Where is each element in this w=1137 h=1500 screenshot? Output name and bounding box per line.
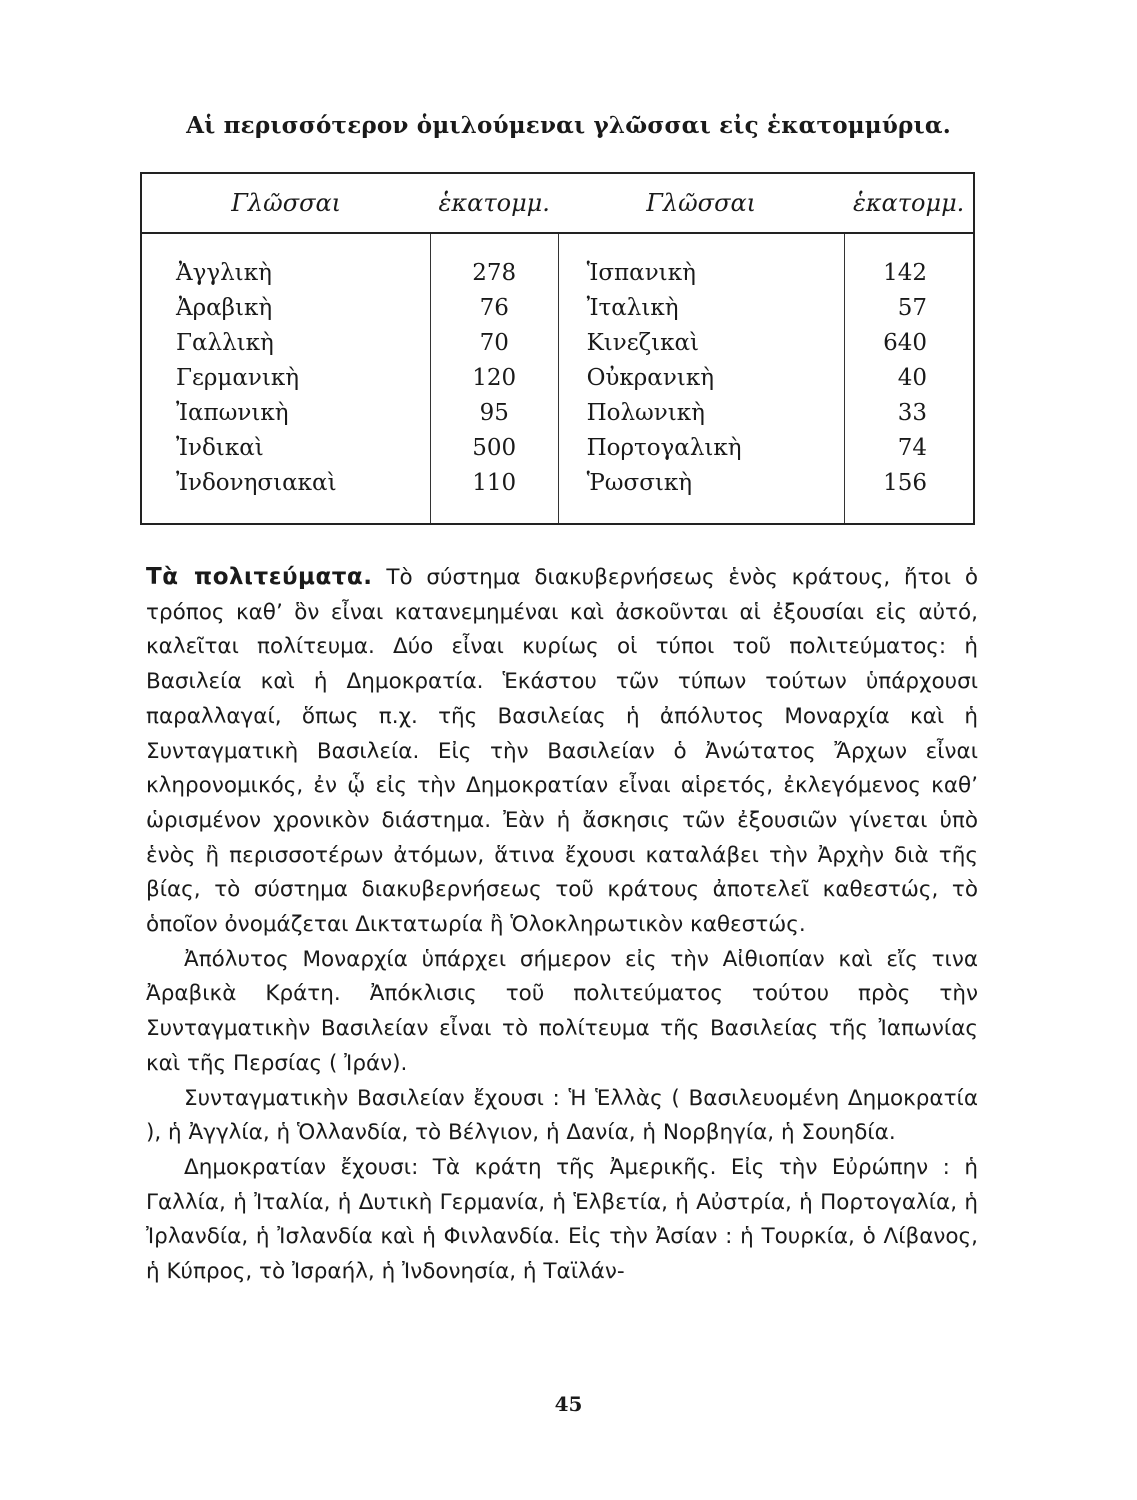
language-name: Ἰαπωνικὴ bbox=[176, 400, 289, 426]
table-row bbox=[141, 326, 974, 361]
millions-value: 57 bbox=[844, 291, 974, 326]
language-name: Οὐκρανικὴ bbox=[558, 361, 844, 396]
language-name: Ῥωσσικὴ bbox=[558, 466, 844, 524]
paragraph: Συνταγματικὴν Βασιλείαν ἔχουσι : Ἡ Ἑλλὰς ( Βασιλευομένη Δημοκρατία ), ἡ Ἀγγλία, ἡ Ὁλλανδία, τὸ Βέλγιον, ἡ Δανία, ἡ Νορβηγία, ἡ Σουηδία. bbox=[146, 1085, 978, 1146]
header-languages-right: Γλῶσσαι bbox=[558, 173, 844, 233]
language-name: Ἰνδικαὶ bbox=[176, 435, 264, 461]
table-header-row bbox=[141, 173, 974, 233]
header-millions-left: ἑκατομμ. bbox=[430, 173, 558, 233]
language-name: Κινεζικαὶ bbox=[558, 326, 844, 361]
table-row bbox=[141, 233, 974, 291]
language-name: Ἀραβικὴ bbox=[176, 295, 273, 321]
language-name: Γαλλικὴ bbox=[176, 330, 274, 356]
table-row bbox=[141, 396, 974, 431]
paragraph bbox=[146, 560, 978, 943]
page-number: 45 bbox=[554, 1392, 583, 1416]
millions-value: 40 bbox=[844, 361, 974, 396]
table-row bbox=[141, 431, 974, 466]
millions-value: 120 bbox=[430, 361, 558, 396]
table-row bbox=[141, 361, 974, 396]
section-heading: Τὰ πολιτεύματα. bbox=[146, 564, 373, 590]
language-name: Ἰταλικὴ bbox=[558, 291, 844, 326]
paragraph-text: Τὸ σύστημα διακυβερνήσεως ἑνὸς κράτους, ἤτοι ὁ τρόπος καθ’ ὃν εἶναι κατανεμημέναι καὶ ἀσκοῦνται αἱ ἐξουσίαι εἰς αὐτό, καλεῖται πολίτευμα. Δύο εἶναι κυρίως οἱ τύποι τοῦ πολιτεύματος: ἡ Βασιλεία καὶ ἡ Δημοκρατία. Ἑκάστου τῶν τύπων τούτων ὑπάρχουσι παραλλαγαί, ὅπως π.χ. τῆς Βασιλείας ἡ ἀπόλυτος Μοναρχία καὶ ἡ Συνταγματικὴ Βασιλεία. Εἰς τὴν Βασιλείαν ὁ Ἀνώτατος Ἄρχων εἶναι κληρονομικός, ἐν ᾧ εἰς τὴν Δημοκρατίαν εἶναι αἱρετός, ἐκλεγόμενος καθ’ ὡρισμένον χρονικὸν διάστημα. Ἐὰν ἡ ἄσκησις τῶν ἐξουσιῶν γίνεται ὑπὸ ἑνὸς ἢ περισσοτέρων ἀτόμων, ἅτινα ἔχουσι καταλάβει τὴν Ἀρχὴν διὰ τῆς βίας, τὸ σύστημα διακυβερνήσεως τοῦ κράτους ἀποτελεῖ καθεστώς, τὸ ὁποῖον ὀνομάζεται Δικτατωρία ἢ Ὁλοκληρωτικὸν καθεστώς. bbox=[146, 565, 978, 938]
millions-value: 76 bbox=[430, 291, 558, 326]
paragraph: Ἀπόλυτος Μοναρχία ὑπάρχει σήμερον εἰς τὴν Αἰθιοπίαν καὶ εἴς τινα Ἀραβικὰ Κράτη. Ἀπόκλισις τοῦ πολιτεύματος τούτου πρὸς τὴν Συνταγματικὴν Βασιλείαν εἶναι τὸ πολίτευμα τῆς Βασιλείας τῆς Ἰαπωνίας καὶ τῆς Περσίας ( Ἰράν). bbox=[146, 946, 978, 1076]
millions-value: 70 bbox=[430, 326, 558, 361]
millions-value: 33 bbox=[844, 396, 974, 431]
millions-value: 142 bbox=[844, 233, 974, 291]
millions-value: 640 bbox=[844, 326, 974, 361]
header-languages-left: Γλῶσσαι bbox=[141, 173, 430, 233]
millions-value: 500 bbox=[430, 431, 558, 466]
language-name: Ἰνδονησιακαὶ bbox=[176, 470, 337, 496]
language-name: Πορτογαλικὴ bbox=[558, 431, 844, 466]
paragraph: Δημοκρατίαν ἔχουσι: Τὰ κράτη τῆς Ἀμερικῆς. Εἰς τὴν Εὐρώπην : ἡ Γαλλία, ἡ Ἰταλία, ἡ Δυτικὴ Γερμανία, ἡ Ἑλβετία, ἡ Αὐστρία, ἡ Πορτογαλία, ἡ Ἰρλανδία, ἡ Ἰσλανδία καὶ ἡ Φινλανδία. Εἰς τὴν Ἀσίαν : ἡ Τουρκία, ὁ Λίβανος, ἡ Κύπρος, τὸ Ἰσραήλ, ἡ Ἰνδονησία, ἡ Ταϊλάν- bbox=[146, 1154, 978, 1285]
table-title: Αἱ περισσότερον ὁμιλούμεναι γλῶσσαι εἰς ἑκατομμύρια. bbox=[186, 112, 951, 139]
millions-value: 278 bbox=[430, 233, 558, 291]
table-row bbox=[141, 466, 974, 524]
language-name: Ἱσπανικὴ bbox=[558, 233, 844, 291]
header-millions-right: ἑκατομμ. bbox=[844, 173, 974, 233]
table-row bbox=[141, 291, 974, 326]
language-name: Γερμανικὴ bbox=[176, 365, 300, 391]
millions-value: 74 bbox=[844, 431, 974, 466]
language-name: Πολωνικὴ bbox=[558, 396, 844, 431]
language-name: Ἀγγλικὴ bbox=[176, 260, 272, 286]
millions-value: 156 bbox=[844, 466, 974, 524]
millions-value: 110 bbox=[430, 466, 558, 524]
languages-table bbox=[140, 172, 975, 525]
millions-value: 95 bbox=[430, 396, 558, 431]
body-text bbox=[146, 560, 978, 1290]
